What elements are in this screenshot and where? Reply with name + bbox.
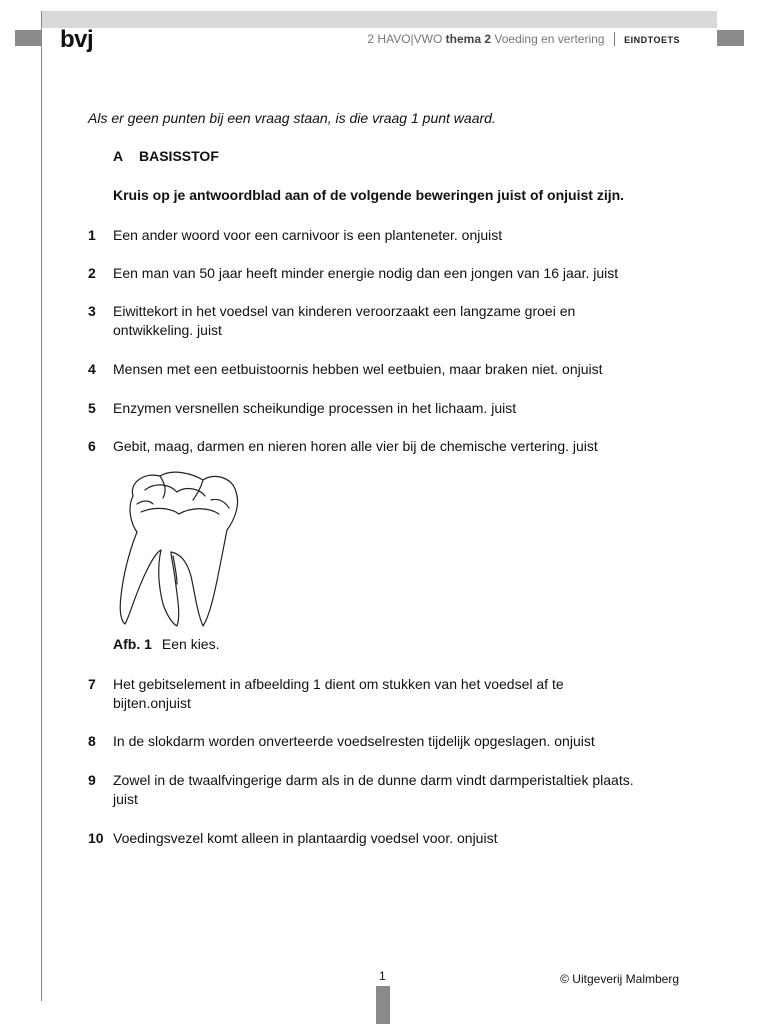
question-number: 3 xyxy=(88,303,96,319)
question-number: 6 xyxy=(88,438,96,454)
theme-title: Voeding en vertering xyxy=(494,32,605,46)
question-text: Een man van 50 jaar heeft minder energie nodig dan een jongen van 16 jaar. juist xyxy=(113,265,619,281)
header-tab-right xyxy=(717,30,744,46)
question-text: Voedingsvezel komt alleen in plantaardig voedsel voor. onjuist xyxy=(113,830,498,846)
figure-caption xyxy=(113,636,219,652)
molar-tooth-drawing xyxy=(115,466,245,631)
question xyxy=(88,399,688,418)
question-text: Gebit, maag, darmen en nieren horen alle vier bij de chemische vertering. juist xyxy=(113,438,598,454)
question xyxy=(88,829,688,848)
question-text: Mensen met een eetbuistoornis hebben wel eetbuien, maar braken niet. onjuist xyxy=(113,361,603,377)
header-separator xyxy=(614,32,615,46)
theme-number: thema 2 xyxy=(445,32,492,46)
figure-label: Afb. 1 xyxy=(113,636,152,652)
page-header xyxy=(367,32,680,46)
question xyxy=(88,360,688,379)
question-number: 1 xyxy=(88,227,96,243)
question-text: In de slokdarm worden onverteerde voedselresten tijdelijk opgeslagen. onjuist xyxy=(113,733,595,749)
question-text: Zowel in de twaalfvingerige darm als in de dunne darm vindt darmperistaltiek plaats. juist xyxy=(113,772,634,807)
instruction-text: Kruis op je antwoordblad aan of de volgende beweringen juist of onjuist zijn. xyxy=(113,187,625,203)
question-number: 2 xyxy=(88,265,96,281)
question-number: 5 xyxy=(88,400,96,416)
question xyxy=(88,226,688,245)
question xyxy=(88,437,688,456)
test-type-label: EINDTOETS xyxy=(624,35,680,45)
question-number: 8 xyxy=(88,733,96,749)
header-bar xyxy=(41,11,717,28)
margin-line xyxy=(41,11,42,1001)
question xyxy=(88,732,688,751)
question xyxy=(88,771,688,809)
question xyxy=(88,264,688,283)
question-text: Een ander woord voor een carnivoor is een planteneter. onjuist xyxy=(113,227,503,243)
question-number: 7 xyxy=(88,676,96,692)
section-letter: A xyxy=(113,148,124,164)
question xyxy=(88,675,688,713)
question xyxy=(88,302,688,340)
question-number: 10 xyxy=(88,830,104,846)
question-text: Het gebitselement in afbeelding 1 dient om stukken van het voedsel af te bijten.onjuist xyxy=(113,676,564,711)
publisher-logo: bvj xyxy=(60,26,94,53)
question-text: Eiwittekort in het voedsel van kinderen veroorzaakt een langzame groei en ontwikkeling. juist xyxy=(113,303,576,338)
question-number: 9 xyxy=(88,772,96,788)
question-number: 4 xyxy=(88,361,96,377)
copyright-notice: © Uitgeverij Malmberg xyxy=(560,972,679,986)
page-number: 1 xyxy=(379,969,386,983)
course-label: 2 HAVO|VWO xyxy=(367,32,443,46)
question-text: Enzymen versnellen scheikundige processen in het lichaam. juist xyxy=(113,400,517,416)
page-tab xyxy=(376,986,390,1024)
intro-note: Als er geen punten bij een vraag staan, is die vraag 1 punt waard. xyxy=(88,110,496,126)
section-heading xyxy=(113,148,219,164)
section-title: BASISSTOF xyxy=(139,148,219,164)
header-tab-left xyxy=(15,30,42,46)
figure-caption-text: Een kies. xyxy=(161,636,220,652)
